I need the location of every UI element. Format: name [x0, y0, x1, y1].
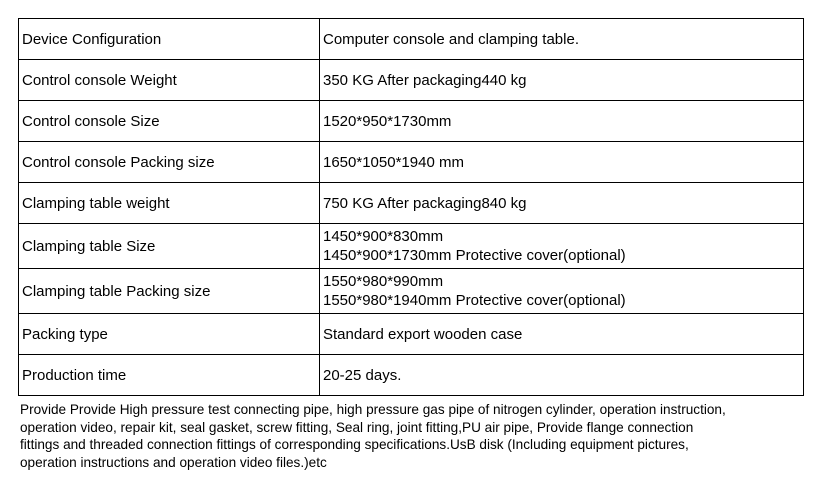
spec-value-line: 1550*980*990mm	[323, 273, 444, 290]
spec-value	[320, 19, 804, 60]
spec-value-line: 1550*980*1940mm Protective cover(optional)	[323, 292, 626, 309]
spec-key: Clamping table Size	[19, 224, 320, 269]
spec-key: Production time	[19, 355, 320, 396]
spec-key: Packing type	[19, 314, 320, 355]
spec-key: Control console Weight	[19, 60, 320, 101]
spec-value-line: 1520*950*1730mm	[323, 112, 452, 130]
accessories-note	[20, 401, 820, 471]
spec-value	[320, 101, 804, 142]
spec-value-line: Computer console and clamping table.	[323, 30, 579, 48]
spec-key: Control console Packing size	[19, 142, 320, 183]
spec-value	[320, 355, 804, 396]
note-line: operation instructions and operation video files.)etc	[20, 454, 327, 470]
spec-value-line: 750 KG After packaging840 kg	[323, 194, 527, 212]
table-row	[19, 355, 804, 396]
spec-value-line: 350 KG After packaging440 kg	[323, 71, 527, 89]
spec-value	[320, 183, 804, 224]
note-line: operation video, repair kit, seal gasket, screw fitting, Seal ring, joint fitting,PU air pipe, Provide flange connection	[20, 419, 694, 435]
note-line: fittings and threaded connection fittings of corresponding specifications.UsB disk (Including equipment pictures,	[20, 437, 689, 452]
spec-table	[18, 18, 804, 396]
spec-key: Control console Size	[19, 101, 320, 142]
table-row	[19, 314, 804, 355]
spec-value	[320, 142, 804, 183]
spec-value	[320, 224, 804, 269]
spec-value-line: 1450*900*830mm	[323, 228, 444, 245]
spec-value	[320, 60, 804, 101]
table-row	[19, 101, 804, 142]
table-row	[19, 183, 804, 224]
spec-value	[320, 314, 804, 355]
spec-value-line: 1650*1050*1940 mm	[323, 153, 464, 171]
table-row	[19, 269, 804, 314]
table-row	[19, 224, 804, 269]
spec-key: Device Configuration	[19, 19, 320, 60]
table-row	[19, 60, 804, 101]
spec-value-line: Standard export wooden case	[323, 325, 523, 343]
table-row	[19, 142, 804, 183]
spec-value-line: 1450*900*1730mm Protective cover(optional)	[323, 247, 626, 264]
note-line: Provide Provide High pressure test connecting pipe, high pressure gas pipe of nitrogen cylinder, operation instruction,	[20, 402, 726, 417]
spec-value	[320, 269, 804, 314]
spec-key: Clamping table Packing size	[19, 269, 320, 314]
spec-key: Clamping table weight	[19, 183, 320, 224]
table-row	[19, 19, 804, 60]
spec-value-line: 20-25 days.	[323, 366, 402, 384]
